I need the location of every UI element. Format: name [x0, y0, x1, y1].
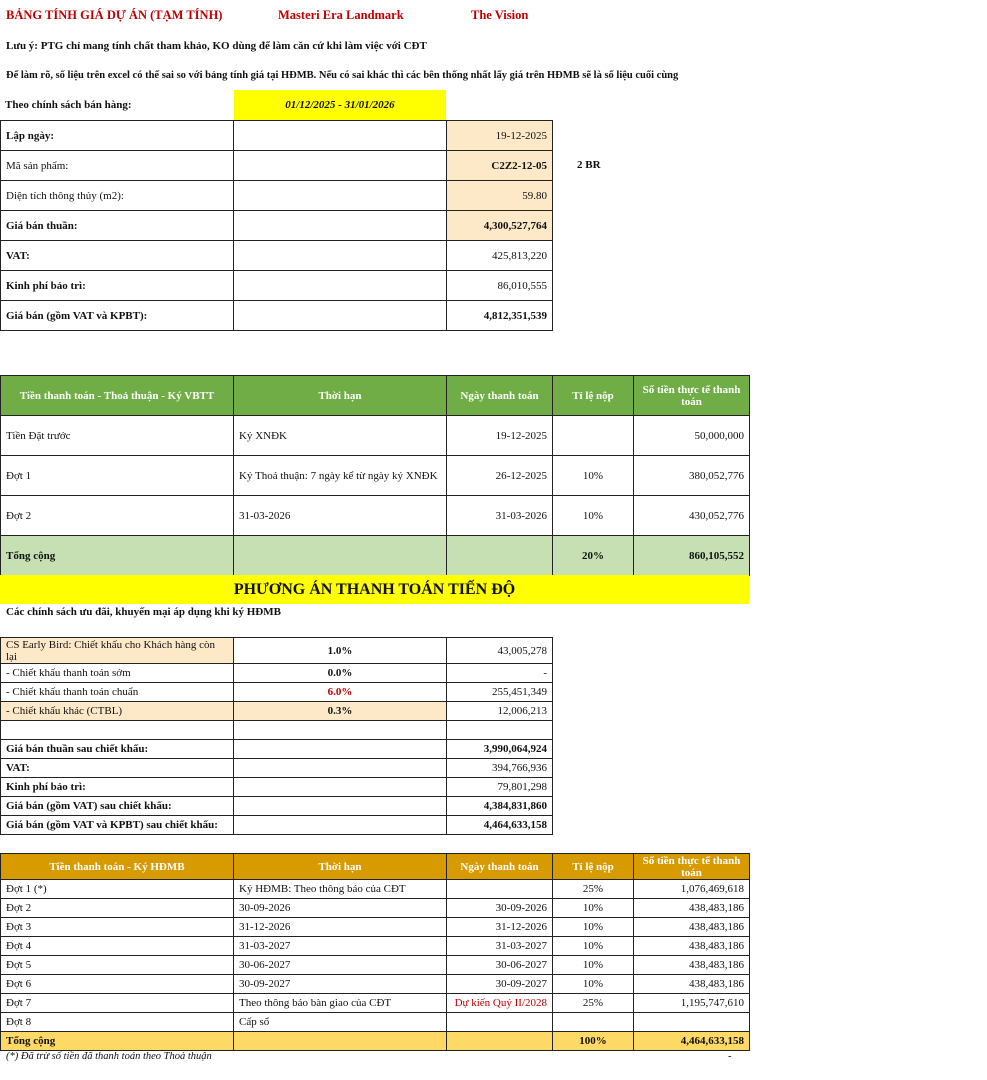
row-rate: 25%: [552, 993, 634, 1013]
after-value: 394,766,936: [446, 758, 553, 778]
row-rate: [552, 415, 634, 456]
row-rate: 10%: [552, 917, 634, 937]
after-label: Giá bán thuần sau chiết khấu:: [0, 739, 234, 759]
info-blank: [233, 300, 447, 331]
sheet-title: BẢNG TÍNH GIÁ DỰ ÁN (TẠM TÍNH): [6, 8, 223, 22]
after-label: Kinh phí bảo trì:: [0, 777, 234, 797]
row-amount: 380,052,776: [633, 455, 750, 496]
row-amount: 50,000,000: [633, 415, 750, 456]
disclaimer-note: Lưu ý: PTG chỉ mang tính chất tham khảo, KO dùng để làm căn cứ khi làm việc với CĐT: [6, 40, 427, 52]
total-blank: [446, 1031, 553, 1051]
info-blank: [233, 120, 447, 151]
info-blank: [233, 210, 447, 241]
row-date: [446, 1012, 553, 1032]
building-name: The Vision: [471, 8, 529, 22]
total-amount: 860,105,552: [633, 535, 750, 576]
row-amount: 438,483,186: [633, 974, 750, 994]
info-value: 59.80: [446, 180, 553, 211]
row-name: Đợt 5: [0, 955, 234, 975]
row-amount: 438,483,186: [633, 936, 750, 956]
row-date: 30-09-2027: [446, 974, 553, 994]
row-name: Đợt 1: [0, 455, 234, 496]
discount-amount: 12,006,213: [446, 701, 553, 721]
info-value: 4,812,351,539: [446, 300, 553, 331]
row-date: 31-03-2027: [446, 936, 553, 956]
after-value: 4,384,831,860: [446, 796, 553, 816]
info-label: Lập ngày:: [0, 120, 234, 151]
row-term: 30-06-2027: [233, 955, 447, 975]
column-header: Tiền thanh toán - Thoả thuận - Ký VBTT: [0, 375, 234, 416]
row-amount: [633, 1012, 750, 1032]
info-value: 19-12-2025: [446, 120, 553, 151]
info-value: 86,010,555: [446, 270, 553, 301]
project-name: Masteri Era Landmark: [278, 8, 404, 22]
discount-rate: 0.3%: [233, 701, 447, 721]
after-blank: [233, 815, 447, 835]
total-rate: 100%: [552, 1031, 634, 1051]
column-header: Số tiền thực tế thanh toán: [633, 375, 750, 416]
discount-label: - Chiết khấu thanh toán chuẩn: [0, 682, 234, 702]
after-blank: [233, 796, 447, 816]
after-label: VAT:: [0, 758, 234, 778]
row-name: Đợt 7: [0, 993, 234, 1013]
blank: [0, 720, 234, 740]
row-term: 31-03-2027: [233, 936, 447, 956]
total-rate: 20%: [552, 535, 634, 576]
row-name: Đợt 4: [0, 936, 234, 956]
discount-amount: 43,005,278: [446, 637, 553, 664]
row-name: Đợt 8: [0, 1012, 234, 1032]
info-label: VAT:: [0, 240, 234, 271]
row-date: 30-09-2026: [446, 898, 553, 918]
column-header: Tỉ lệ nộp: [552, 853, 634, 880]
after-blank: [233, 758, 447, 778]
after-label: Giá bán (gồm VAT và KPBT) sau chiết khấu:: [0, 815, 234, 835]
row-rate: 10%: [552, 495, 634, 536]
row-term: 31-12-2026: [233, 917, 447, 937]
total-blank: [233, 535, 447, 576]
discount-rate: 6.0%: [233, 682, 447, 702]
info-blank: [233, 270, 447, 301]
after-value: 3,990,064,924: [446, 739, 553, 759]
row-rate: [552, 1012, 634, 1032]
blank: [233, 720, 447, 740]
row-rate: 10%: [552, 955, 634, 975]
row-term: Ký Thoả thuận: 7 ngày kể từ ngày ký XNĐK: [233, 455, 447, 496]
row-amount: 438,483,186: [633, 917, 750, 937]
info-label: Kinh phí bảo trì:: [0, 270, 234, 301]
discount-label: CS Early Bird: Chiết khấu cho Khách hàng còn lại: [0, 637, 234, 664]
info-value: 4,300,527,764: [446, 210, 553, 241]
column-header: Ngày thanh toán: [446, 853, 553, 880]
row-term: Theo thông báo bàn giao của CĐT: [233, 993, 447, 1013]
discount-amount: -: [446, 663, 553, 683]
column-header: Tỉ lệ nộp: [552, 375, 634, 416]
after-value: 4,464,633,158: [446, 815, 553, 835]
row-date: 31-12-2026: [446, 917, 553, 937]
row-amount: 1,076,469,618: [633, 879, 750, 899]
clarification-note: Để làm rõ, số liệu trên excel có thể sai so với bảng tính giá tại HĐMB. Nếu có sai khác thì các bên thống nhất lấy giá trên HĐMB sẽ là số liệu cuối cùng: [6, 70, 679, 81]
info-value: 425,813,220: [446, 240, 553, 271]
footnote-value: -: [728, 1051, 732, 1062]
row-amount: 430,052,776: [633, 495, 750, 536]
footnote: (*) Đã trừ số tiền đã thanh toán theo Thoả thuận: [6, 1051, 212, 1062]
total-blank: [446, 535, 553, 576]
row-amount: 438,483,186: [633, 955, 750, 975]
after-blank: [233, 739, 447, 759]
row-rate: 10%: [552, 898, 634, 918]
row-rate: 10%: [552, 936, 634, 956]
after-blank: [233, 777, 447, 797]
row-amount: 438,483,186: [633, 898, 750, 918]
info-label: Giá bán thuần:: [0, 210, 234, 241]
row-term: Cấp sổ: [233, 1012, 447, 1032]
info-blank: [233, 150, 447, 181]
row-date: [446, 879, 553, 899]
row-name: Tiền Đặt trước: [0, 415, 234, 456]
blank: [446, 720, 553, 740]
discount-label: - Chiết khấu khác (CTBL): [0, 701, 234, 721]
row-date: Dự kiến Quý II/2028: [446, 993, 553, 1013]
row-name: Đợt 2: [0, 495, 234, 536]
total-label: Tổng cộng: [0, 1031, 234, 1051]
discount-amount: 255,451,349: [446, 682, 553, 702]
row-date: 31-03-2026: [446, 495, 553, 536]
column-header: Số tiền thực tế thanh toán: [633, 853, 750, 880]
after-label: Giá bán (gồm VAT) sau chiết khấu:: [0, 796, 234, 816]
column-header: Thời hạn: [233, 375, 447, 416]
payment-plan-banner: PHƯƠNG ÁN THANH TOÁN TIẾN ĐỘ: [0, 575, 749, 604]
row-date: 30-06-2027: [446, 955, 553, 975]
discount-rate: 0.0%: [233, 663, 447, 683]
row-term: Ký XNĐK: [233, 415, 447, 456]
row-term: 31-03-2026: [233, 495, 447, 536]
total-blank: [233, 1031, 447, 1051]
unit-type: 2 BR: [577, 159, 601, 171]
info-label: Giá bán (gồm VAT và KPBT):: [0, 300, 234, 331]
discount-rate: 1.0%: [233, 637, 447, 664]
row-amount: 1,195,747,610: [633, 993, 750, 1013]
row-rate: 25%: [552, 879, 634, 899]
policy-period: 01/12/2025 - 31/01/2026: [234, 90, 446, 120]
column-header: Thời hạn: [233, 853, 447, 880]
row-rate: 10%: [552, 974, 634, 994]
row-term: Ký HĐMB: Theo thông báo của CĐT: [233, 879, 447, 899]
info-label: Mã sản phẩm:: [0, 150, 234, 181]
policy-label: Theo chính sách bán hàng:: [5, 99, 132, 111]
row-term: 30-09-2026: [233, 898, 447, 918]
row-rate: 10%: [552, 455, 634, 496]
row-name: Đợt 6: [0, 974, 234, 994]
total-label: Tổng cộng: [0, 535, 234, 576]
row-name: Đợt 2: [0, 898, 234, 918]
discount-label: - Chiết khấu thanh toán sớm: [0, 663, 234, 683]
info-blank: [233, 180, 447, 211]
row-name: Đợt 1 (*): [0, 879, 234, 899]
column-header: Tiền thanh toán - Ký HĐMB: [0, 853, 234, 880]
total-amount: 4,464,633,158: [633, 1031, 750, 1051]
after-value: 79,801,298: [446, 777, 553, 797]
info-label: Diện tích thông thủy (m2):: [0, 180, 234, 211]
row-term: 30-09-2027: [233, 974, 447, 994]
discount-section-title: Các chính sách ưu đãi, khuyến mại áp dụng khi ký HĐMB: [6, 606, 281, 618]
row-date: 26-12-2025: [446, 455, 553, 496]
row-name: Đợt 3: [0, 917, 234, 937]
info-value: C2Z2-12-05: [446, 150, 553, 181]
column-header: Ngày thanh toán: [446, 375, 553, 416]
row-date: 19-12-2025: [446, 415, 553, 456]
info-blank: [233, 240, 447, 271]
